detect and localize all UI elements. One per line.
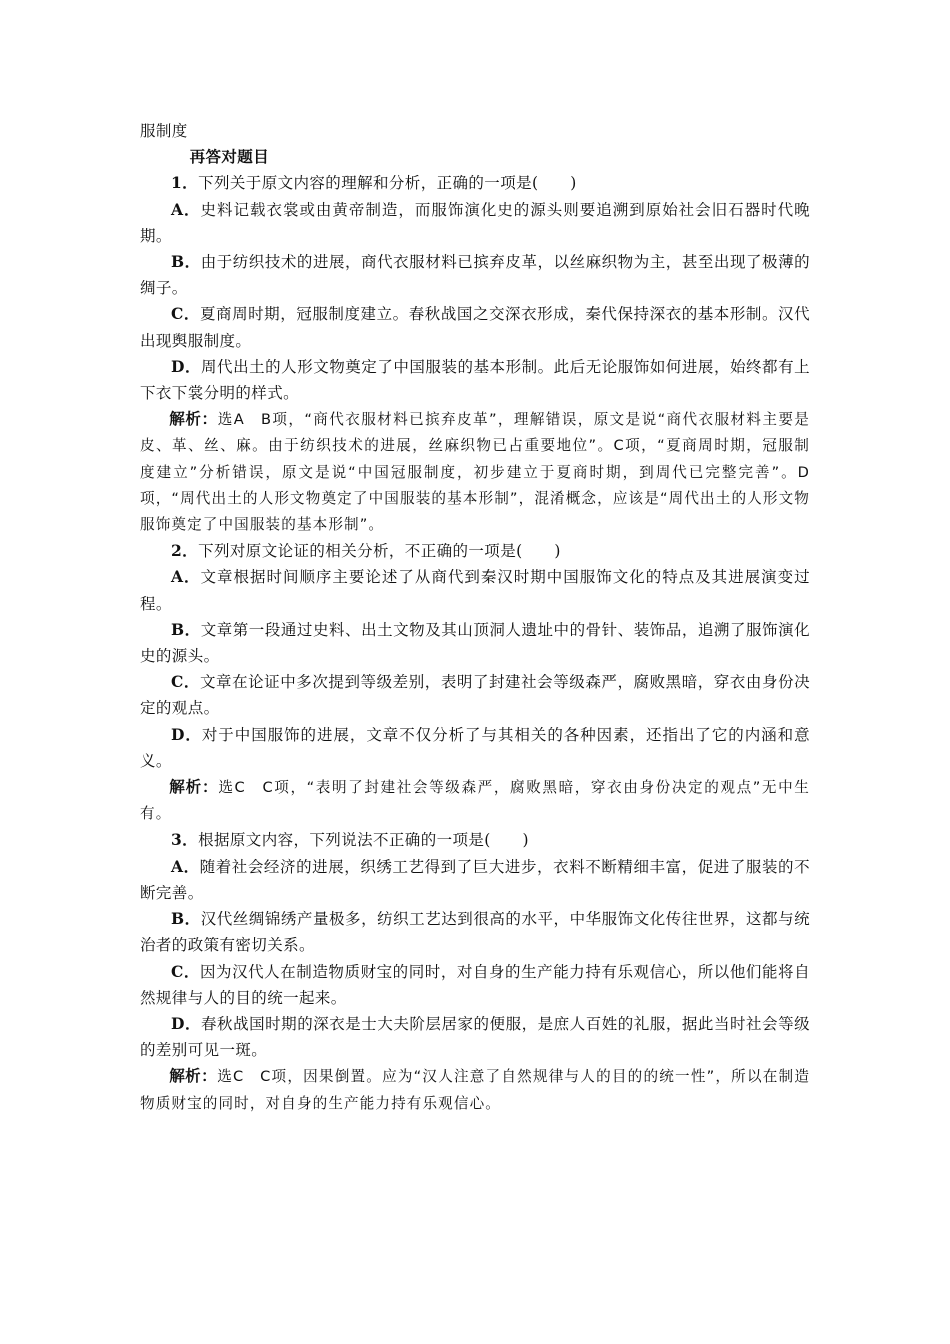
analysis-text: 选C C项，因果倒置。应为“汉人注意了自然规律与人的目的的统一性”，所以在制造物质财宝的同时，对自身的生产能力持有乐观信心。 (140, 1068, 811, 1112)
question-1 (140, 170, 810, 538)
question-3 (140, 827, 810, 1116)
option-label: C． (171, 961, 200, 981)
option-b (140, 249, 810, 301)
option-c (140, 669, 810, 721)
question-stem (140, 170, 810, 196)
question-number: 2． (171, 541, 199, 561)
option-label: A． (171, 856, 200, 876)
option-b (140, 906, 810, 958)
option-label: A． (171, 567, 201, 587)
question-text: 根据原文内容，下列说法不正确的一项是( ) (198, 831, 529, 850)
option-text: 随着社会经济的进展，织绣工艺得到了巨大进步，衣料不断精细丰富，促进了服装的不断完善。 (140, 857, 811, 902)
option-d (140, 722, 810, 774)
analysis (140, 406, 810, 538)
option-label: B． (171, 619, 201, 639)
analysis-label: 解析： (169, 1066, 218, 1086)
option-c (140, 959, 810, 1011)
analysis-label: 解析： (169, 409, 218, 429)
top-fragment: 服制度 (140, 122, 188, 140)
option-label: B． (171, 909, 201, 929)
option-b (140, 617, 810, 669)
analysis-text: 选C C项，“表明了封建社会等级森严，腐败黑暗，穿衣由身份决定的观点”无中生有。 (140, 779, 810, 823)
question-number: 3． (171, 830, 199, 850)
question-stem (140, 538, 810, 564)
analysis (140, 1063, 810, 1116)
option-a (140, 854, 810, 906)
question-number: 1． (171, 173, 199, 193)
document-page (140, 118, 810, 1117)
option-label: B． (171, 252, 201, 272)
analysis-label: 解析： (169, 777, 219, 797)
option-text: 因为汉代人在制造物质财宝的同时，对自身的生产能力持有乐观信心，所以他们能将自然规律与人的目的统一起来。 (140, 962, 810, 1007)
option-text: 史料记载衣裳或由黄帝制造，而服饰演化史的源头则要追溯到原始社会旧石器时代晚期。 (140, 200, 811, 245)
option-a (140, 197, 810, 249)
option-text: 周代出土的人形文物奠定了中国服装的基本形制。此后无论服饰如何进展，始终都有上下衣下裳分明的样式。 (140, 357, 811, 403)
section-heading: 再答对题目 (189, 147, 270, 167)
option-a (140, 564, 810, 616)
option-text: 由于纺织技术的进展，商代衣服材料已摈弃皮革，以丝麻织物为主，甚至出现了极薄的绸子。 (140, 253, 811, 298)
option-d (140, 354, 810, 406)
option-text: 文章在论证中多次提到等级差别，表明了封建社会等级森严，腐败黑暗，穿衣由身份决定的观点。 (140, 673, 810, 718)
option-text: 文章根据时间顺序主要论述了从商代到秦汉时期中国服饰文化的特点及其进展演变过程。 (140, 568, 811, 613)
option-label: D． (171, 724, 202, 744)
question-text: 下列关于原文内容的理解和分析，正确的一项是( ) (198, 174, 577, 193)
option-label: A． (171, 199, 201, 219)
analysis-text: 选A B项，“商代衣服材料已摈弃皮革”，理解错误，原文是说“商代衣服材料主要是皮、革、丝、麻。由于纺织技术的进展，丝麻织物已占重要地位”。C项，“夏商周时期，冠服制度建立”分析错误，原文是说“中国冠服制度，初步建立于夏商时期，到周代已完整完善”。D项，“周代出土的人形文物奠定了中国服装的基本形制”，混淆概念，应该是“周代出土的人形文物服饰奠定了中国服装的基本形制”。 (140, 411, 810, 534)
option-label: C． (171, 672, 200, 692)
option-label: C． (171, 304, 200, 324)
question-text: 下列对原文论证的相关分析，不正确的一项是( ) (198, 542, 561, 561)
option-text: 对于中国服饰的进展，文章不仅分析了与其相关的各种因素，还指出了它的内涵和意义。 (140, 725, 810, 770)
option-d (140, 1011, 810, 1063)
option-text: 文章第一段通过史料、出土文物及其山顶洞人遗址中的骨针、装饰品，追溯了服饰演化史的源头。 (140, 620, 811, 666)
analysis (140, 774, 810, 827)
option-text: 春秋战国时期的深衣是士大夫阶层居家的便服，是庶人百姓的礼服，据此当时社会等级的差别可见一斑。 (140, 1014, 811, 1060)
option-label: D． (171, 356, 202, 376)
option-c (140, 301, 810, 353)
option-text: 汉代丝绸锦绣产量极多，纺织工艺达到很高的水平，中华服饰文化传往世界，这都与统治者的政策有密切关系。 (140, 910, 811, 955)
question-2 (140, 538, 810, 827)
option-label: D． (171, 1013, 202, 1033)
question-stem (140, 827, 810, 853)
option-text: 夏商周时期，冠服制度建立。春秋战国之交深衣形成，秦代保持深衣的基本形制。汉代出现舆服制度。 (140, 305, 810, 350)
